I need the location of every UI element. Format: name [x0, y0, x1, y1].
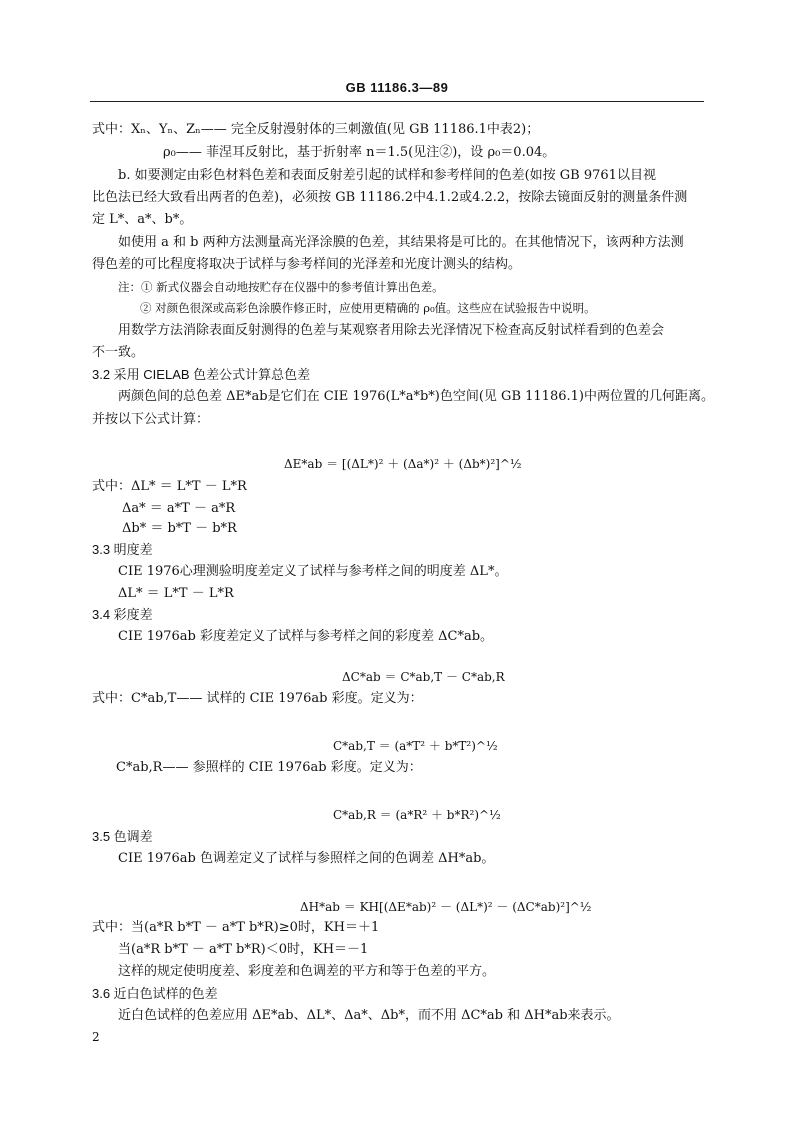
equation-hue-difference: ΔH*ab ＝ KH[(ΔE*ab)² － (ΔL*)² － (ΔC*ab)²]^½: [300, 900, 592, 914]
text-line: 得色差的可比程度将取决于试样与参考样间的光泽差和光度计测头的结构。: [92, 257, 522, 272]
text-line: ρ₀—— 菲涅耳反射比，基于折射率 n＝1.5(见注②)，设 ρ₀＝0.04。: [163, 145, 556, 160]
text-line: CIE 1976心理测验明度差定义了试样与参考样之间的明度差 ΔL*。: [118, 564, 508, 579]
section-heading-3-3: 3.3 明度差: [92, 542, 153, 557]
equation-total-color-difference: ΔE*ab ＝ [(ΔL*)² ＋ (Δa*)² ＋ (Δb*)²]^½: [284, 457, 522, 471]
text-line: b. 如要测定由彩色材料色差和表面反射差引起的试样和参考样间的色差(如按 GB 9761以目视: [118, 168, 656, 183]
section-heading-3-2: 3.2 采用 CIELAB 色差公式计算总色差: [92, 367, 311, 382]
section-heading-3-4: 3.4 彩度差: [92, 607, 153, 622]
text-line: 式中：当(a*R b*T － a*T b*R)≥0时，KH＝＋1: [92, 920, 380, 935]
text-line: 这样的规定使明度差、彩度差和色调差的平方和等于色差的平方。: [118, 964, 496, 979]
text-line: 近白色试样的色差应用 ΔE*ab、ΔL*、Δa*、Δb*，而不用 ΔC*ab 和 ΔH*ab来表示。: [118, 1008, 620, 1023]
text-line: 并按以下公式计算：: [92, 412, 210, 427]
section-heading-3-5: 3.5 色调差: [92, 829, 153, 844]
text-line: 当(a*R b*T － a*T b*R)＜0时，KH＝－1: [118, 942, 369, 957]
text-line: 如使用 a 和 b 两种方法测量高光泽涂膜的色差，其结果将是可比的。在其他情况下，该两种方法测: [118, 235, 684, 250]
equation-chroma-test: C*ab,T ＝ (a*T² ＋ b*T²)^½: [333, 739, 498, 753]
text-line: 式中：ΔL* ＝ L*T － L*R: [92, 479, 247, 494]
equation-chroma-reference: C*ab,R ＝ (a*R² ＋ b*R²)^½: [333, 808, 501, 822]
text-line: Δb* ＝ b*T － b*R: [122, 521, 237, 536]
text-line: CIE 1976ab 色调差定义了试样与参照样之间的色调差 ΔH*ab。: [118, 851, 495, 866]
text-line: 式中：Xₙ、Yₙ、Zₙ—— 完全反射漫射体的三刺激值(见 GB 11186.1中表2)；: [92, 122, 540, 137]
text-line: Δa* ＝ a*T － a*R: [122, 501, 236, 516]
text-line: 用数学方法消除表面反射测得的色差与某观察者用除去光泽情况下检查高反射试样看到的色差会: [118, 323, 665, 338]
text-line: 两颜色间的总色差 ΔE*ab是它们在 CIE 1976(L*a*b*)色空间(见 GB 11186.1)中两位置的几何距离。: [118, 389, 714, 404]
section-heading-3-6: 3.6 近白色试样的色差: [92, 986, 218, 1001]
text-line: ΔL* ＝ L*T － L*R: [118, 586, 234, 601]
note-line: ② 对颜色很深或高彩色涂膜作修正时，应使用更精确的 ρ₀值。这些应在试验报告中说明。: [140, 301, 596, 315]
text-line: 式中：C*ab,T—— 试样的 CIE 1976ab 彩度。定义为：: [92, 691, 423, 706]
note-line: 注：① 新式仪器会自动地按贮存在仪器中的参考值计算出色差。: [118, 280, 444, 294]
header-rule: [90, 101, 704, 102]
page-number: 2: [92, 1030, 100, 1044]
text-line: 定 L*、a*、b*。: [92, 212, 193, 227]
standard-number-header: GB 11186.3—89: [345, 80, 449, 95]
text-line: C*ab,R—— 参照样的 CIE 1976ab 彩度。定义为：: [116, 760, 422, 775]
equation-chroma-difference: ΔC*ab ＝ C*ab,T － C*ab,R: [342, 670, 505, 684]
text-line: 比色法已经大致看出两者的色差)，必须按 GB 11186.2中4.1.2或4.2.2，按除去镜面反射的测量条件测: [92, 190, 688, 205]
text-line: CIE 1976ab 彩度差定义了试样与参考样之间的彩度差 ΔC*ab。: [118, 629, 494, 644]
text-line: 不一致。: [92, 345, 145, 360]
